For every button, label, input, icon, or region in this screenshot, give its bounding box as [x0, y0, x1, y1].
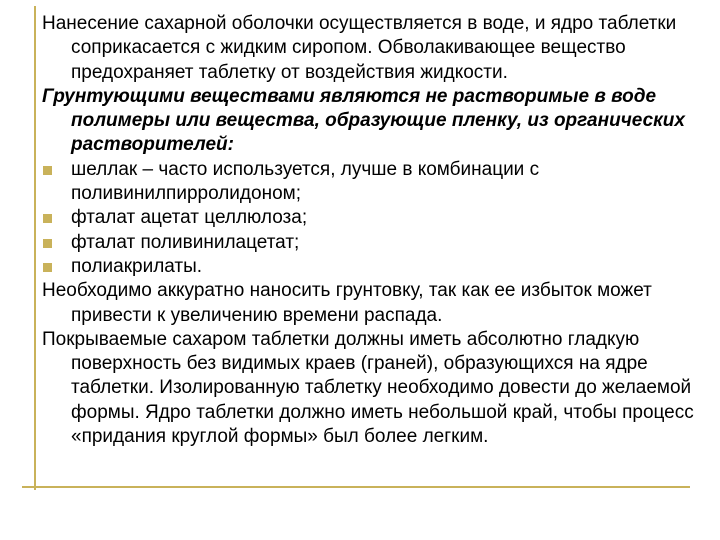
slide-text-body — [42, 12, 718, 449]
bullet-item — [42, 158, 718, 207]
bullet-text: фталат ацетат целлюлоза; — [71, 207, 308, 229]
paragraph-sugar-coating: Нанесение сахарной оболочки осуществляется в воде, и ядро таблетки соприкасается с жидким сиропом. Обволакивающее вещество предохраняет таблетку от воздействия жидкости. — [42, 13, 677, 83]
square-bullet-icon — [43, 214, 52, 223]
bullet-text: фталат поливинилацетат; — [71, 231, 300, 253]
bullet-text: полиакрилаты. — [71, 255, 203, 277]
paragraph-surface-requirements: Покрываемые сахаром таблетки должны иметь абсолютно гладкую поверхность без видимых краев (граней), образующихся на ядре таблетки. Изолированную таблетку необходимо довести до желаемой формы. Ядро таблетки должно иметь небольшой край, чтобы процесс «придания круглой формы» был более легким. — [42, 328, 694, 448]
bullet-item — [42, 231, 718, 255]
paragraph-primer-caution: Необходимо аккуратно наносить грунтовку, так как ее избыток может привести к увеличению времени распада. — [42, 280, 652, 326]
bullet-item — [42, 255, 718, 279]
square-bullet-icon — [43, 166, 52, 175]
square-bullet-icon — [43, 263, 52, 272]
bullet-item — [42, 206, 718, 230]
paragraph-primer-substances: Грунтующими веществами являются не растворимые в воде полимеры или вещества, образующие пленку, из органических растворителей: — [42, 85, 685, 156]
slide-frame-horizontal-line — [22, 486, 690, 488]
bullet-text: шеллак – часто используется, лучше в комбинации с поливинилпирролидоном; — [71, 158, 540, 205]
slide-frame-vertical-line — [34, 6, 36, 490]
square-bullet-icon — [43, 239, 52, 248]
